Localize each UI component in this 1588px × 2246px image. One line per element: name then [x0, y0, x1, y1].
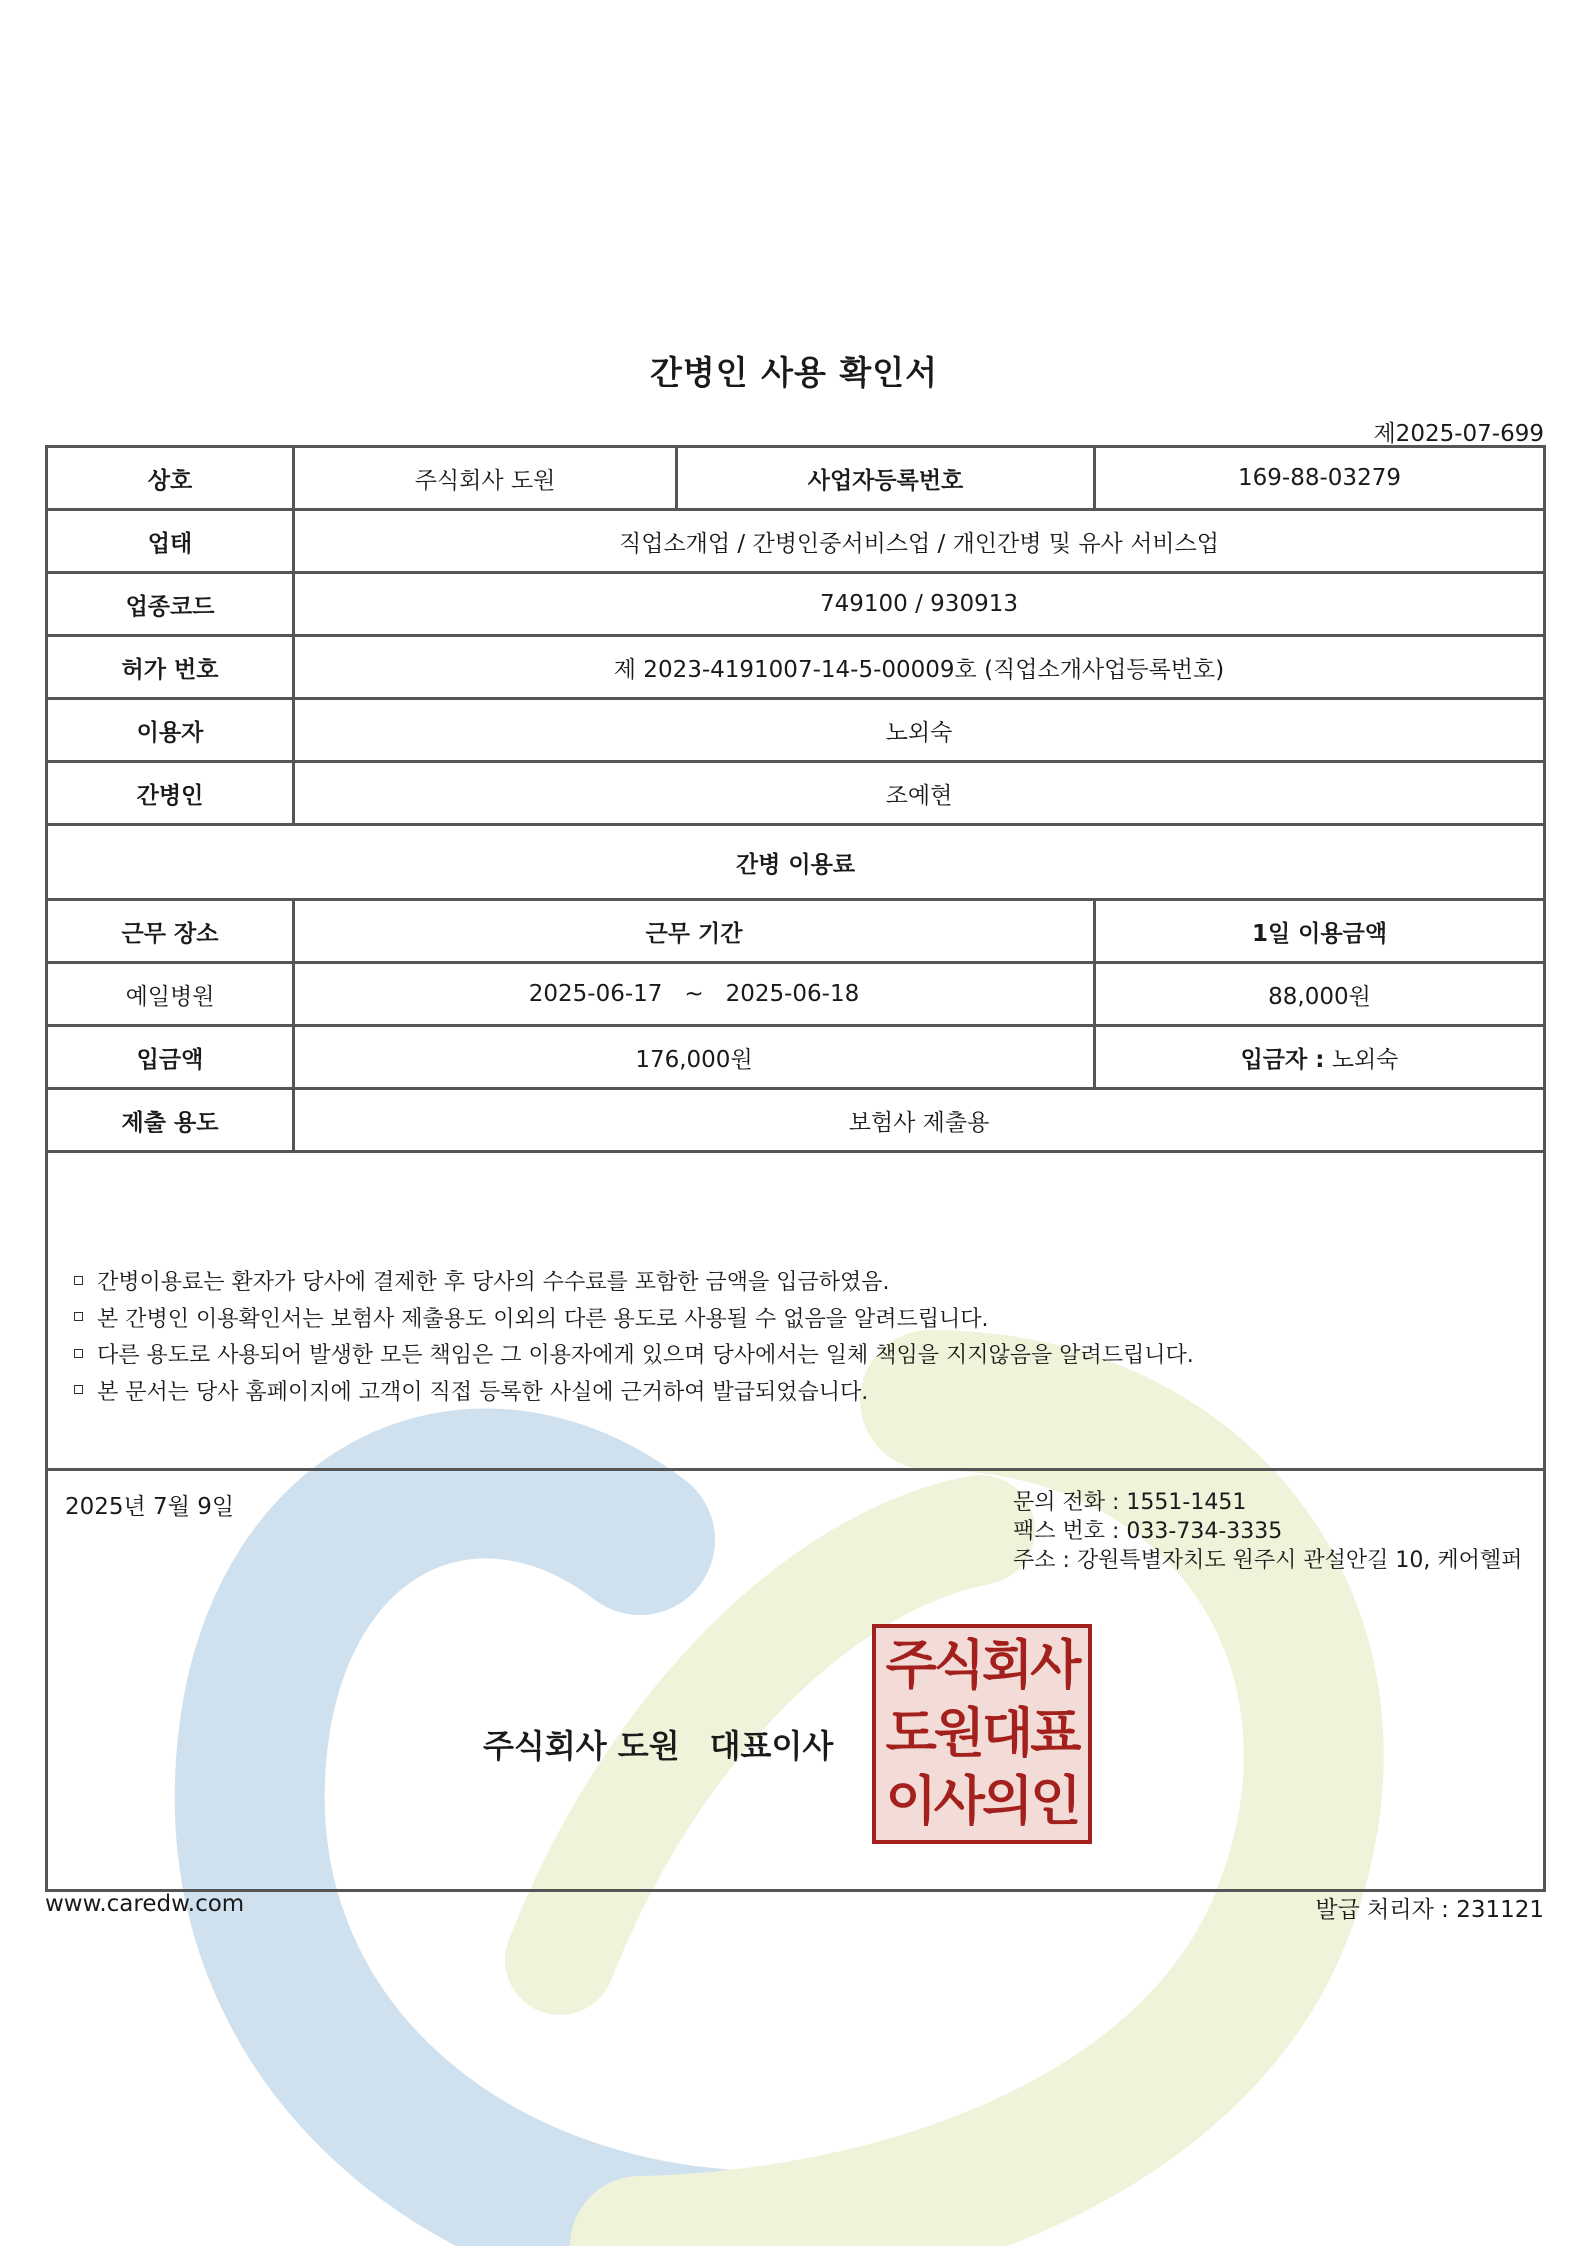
phone-number: 문의 전화 : 1551-1451 — [1013, 1490, 1247, 1515]
square-bullet-icon — [74, 1349, 83, 1358]
confirmation-table — [45, 445, 1546, 1892]
permit-row — [47, 636, 1545, 699]
note-item — [74, 1302, 1545, 1339]
business-type-label: 업태 — [47, 510, 294, 573]
industry-code-row — [47, 573, 1545, 636]
user-label: 이용자 — [47, 699, 294, 762]
deposit-value: 176,000원 — [294, 1026, 1095, 1089]
square-bullet-icon — [74, 1385, 83, 1394]
fax-number: 팩스 번호 : 033-734-3335 — [1013, 1519, 1283, 1544]
industry-code-value: 749100 / 930913 — [294, 573, 1545, 636]
industry-code-label: 업종코드 — [47, 573, 294, 636]
footer-row — [47, 1470, 1545, 1891]
document-title: 간병인 사용 확인서 — [649, 353, 938, 392]
depositor-cell — [1095, 1026, 1545, 1089]
workplace-header: 근무 장소 — [47, 900, 294, 963]
period-value: 2025-06-17 ~ 2025-06-18 — [294, 963, 1095, 1026]
seal-text-line: 도원대표 — [885, 1703, 1079, 1764]
daily-fee-value: 88,000원 — [1095, 963, 1545, 1026]
period-header: 근무 기간 — [294, 900, 1095, 963]
notes-list — [74, 1265, 1545, 1411]
footer-cell — [47, 1470, 1545, 1891]
footer-block — [48, 1471, 1543, 1889]
purpose-row — [47, 1089, 1545, 1152]
notes-cell — [47, 1152, 1545, 1470]
signature-title: 대표이사 — [709, 1727, 834, 1765]
registration-number-value: 169-88-03279 — [1095, 447, 1545, 510]
website-link[interactable]: www.caredw.com — [45, 1891, 245, 1917]
note-text: 본 간병인 이용확인서는 보험사 제출용도 이외의 다른 용도로 사용될 수 없음을 알려드립니다. — [97, 1306, 989, 1332]
contact-block — [1013, 1488, 1522, 1575]
workplace-value: 예일병원 — [47, 963, 294, 1026]
purpose-value: 보험사 제출용 — [294, 1089, 1545, 1152]
note-text: 다른 용도로 사용되어 발생한 모든 책임은 그 이용자에게 있으며 당사에서는 일체 책임을 지지않음을 알려드립니다. — [97, 1343, 1194, 1368]
deposit-label: 입금액 — [47, 1026, 294, 1089]
business-type-row — [47, 510, 1545, 573]
company-name-row — [47, 447, 1545, 510]
company-name-label: 상호 — [47, 447, 294, 510]
caregiver-label: 간병인 — [47, 762, 294, 825]
company-seal-stamp — [872, 1624, 1092, 1844]
square-bullet-icon — [74, 1312, 83, 1321]
daily-fee-header: 1일 이용금액 — [1095, 900, 1545, 963]
permit-value: 제 2023-4191007-14-5-00009호 (직업소개사업등록번호) — [294, 636, 1545, 699]
depositor-label: 입금자 : — [1240, 1046, 1325, 1073]
note-item — [74, 1338, 1545, 1375]
business-type-value: 직업소개업 / 간병인중서비스업 / 개인간병 및 유사 서비스업 — [294, 510, 1545, 573]
seal-text-line: 이사의인 — [885, 1771, 1079, 1832]
fee-section-title: 간병 이용료 — [47, 825, 1545, 900]
notes-row — [47, 1152, 1545, 1470]
issuer-id: 발급 처리자 : 231121 — [1315, 1897, 1544, 1923]
issue-date: 2025년 7월 9일 — [65, 1494, 235, 1520]
deposit-row — [47, 1026, 1545, 1089]
signature-line — [483, 1721, 833, 1767]
fee-section-row — [47, 825, 1545, 900]
permit-label: 허가 번호 — [47, 636, 294, 699]
fee-header-row — [47, 900, 1545, 963]
note-item — [74, 1265, 1545, 1302]
note-text: 본 문서는 당사 홈페이지에 고객이 직접 등록한 사실에 근거하여 발급되었습니다. — [97, 1379, 869, 1405]
user-row — [47, 699, 1545, 762]
address: 주소 : 강원특별자치도 원주시 관설안길 10, 케어헬퍼 — [1013, 1548, 1523, 1573]
registration-number-label: 사업자등록번호 — [677, 447, 1095, 510]
signature-company: 주식회사 도원 — [483, 1727, 680, 1765]
seal-text-line: 주식회사 — [885, 1635, 1079, 1696]
fee-value-row — [47, 963, 1545, 1026]
depositor-value: 노외숙 — [1331, 1046, 1399, 1073]
company-name-value: 주식회사 도원 — [294, 447, 677, 510]
caregiver-row — [47, 762, 1545, 825]
note-item — [74, 1375, 1545, 1412]
purpose-label: 제출 용도 — [47, 1089, 294, 1152]
caregiver-value: 조예현 — [294, 762, 1545, 825]
note-text: 간병이용료는 환자가 당사에 결제한 후 당사의 수수료를 포함한 금액을 입금하였음. — [97, 1270, 890, 1295]
user-value: 노외숙 — [294, 699, 1545, 762]
document-number: 제2025-07-699 — [1373, 421, 1544, 447]
square-bullet-icon — [74, 1276, 83, 1285]
